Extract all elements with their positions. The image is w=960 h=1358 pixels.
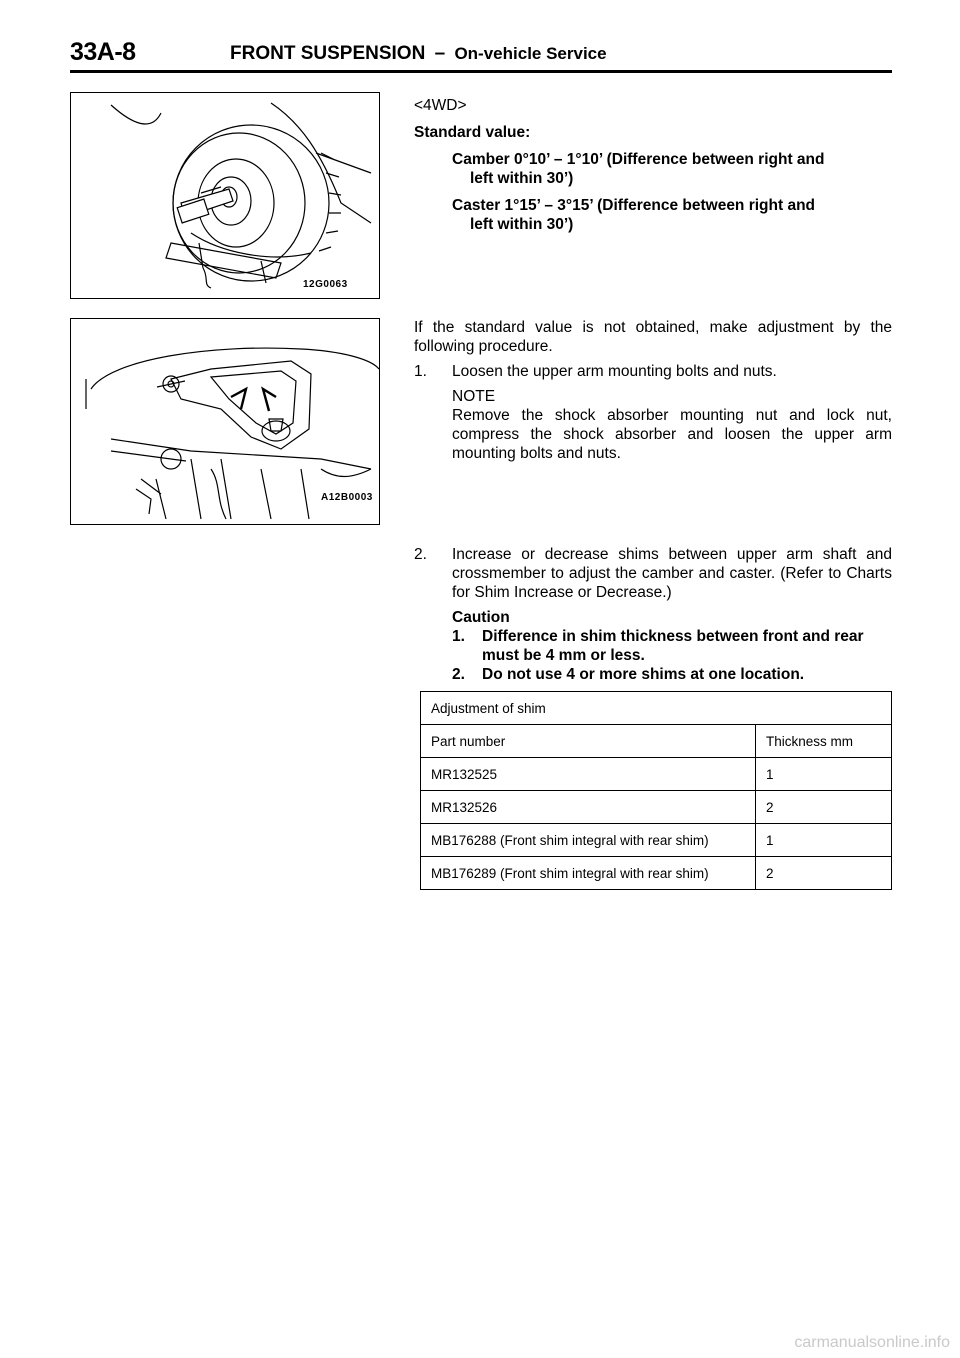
figure-code: 12G0063 [303, 279, 348, 290]
table-title: Adjustment of shim [421, 692, 892, 725]
part-number-cell: MR132526 [421, 791, 756, 824]
section-subtitle: On-vehicle Service [454, 44, 607, 63]
thickness-cell: 2 [756, 857, 892, 890]
variant-label: <4WD> [414, 97, 467, 114]
wheel-alignment-gauge-illustration [71, 93, 379, 298]
part-number-cell: MB176288 (Front shim integral with rear shim) [421, 824, 756, 857]
step-2-text: Increase or decrease shims between upper arm shaft and crossmember to adjust the camber and caster. (Refer to Charts for Shim Increase or Decrease.) [452, 546, 892, 601]
figure-code: A12B0003 [321, 492, 373, 503]
camber-line-2: left within 30’) [470, 170, 574, 187]
caution-2-text: Do not use 4 or more shims at one location. [482, 666, 805, 683]
step-2-number: 2. [414, 546, 427, 563]
camber-line-1: Camber 0°10’ – 1°10’ (Difference between right and [452, 151, 825, 168]
header-thickness: Thickness mm [756, 725, 892, 758]
table-row [421, 791, 892, 824]
header-part-number: Part number [421, 725, 756, 758]
title-dash: – [434, 43, 446, 64]
caster-value [414, 196, 892, 234]
table-row [421, 824, 892, 857]
caution-1-number: 1. [452, 628, 465, 645]
thickness-cell: 1 [756, 758, 892, 791]
table-header-row [421, 725, 892, 758]
standard-value-label: Standard value: [414, 124, 531, 141]
caution [414, 608, 892, 684]
note [414, 387, 892, 463]
section-title [230, 43, 607, 65]
page-header [70, 38, 892, 74]
caution-item-2 [452, 665, 892, 684]
step-2 [414, 545, 892, 602]
table-row [421, 857, 892, 890]
shim-adjustment-table [420, 691, 892, 890]
watermark: carmanualsonline.info [794, 1334, 950, 1351]
note-label: NOTE [452, 388, 496, 405]
caster-line-2: left within 30’) [470, 216, 574, 233]
page-number: 33A-8 [70, 38, 136, 66]
figure-upper-arm [70, 318, 380, 525]
caution-label: Caution [452, 609, 510, 626]
caster-line-1: Caster 1°15’ – 3°15’ (Difference between right and [452, 197, 816, 214]
thickness-cell: 2 [756, 791, 892, 824]
caution-2-number: 2. [452, 666, 465, 683]
step-1-text: Loosen the upper arm mounting bolts and nuts. [452, 363, 777, 380]
part-number-cell: MB176289 (Front shim integral with rear shim) [421, 857, 756, 890]
procedure-block [414, 318, 892, 463]
table-row [421, 758, 892, 791]
figure-alignment-gauge [70, 92, 380, 299]
thickness-cell: 1 [756, 824, 892, 857]
step-1-number: 1. [414, 363, 427, 380]
section-title-main: FRONT SUSPENSION [230, 43, 426, 64]
caution-1-text: Difference in shim thickness between front and rear must be 4 mm or less. [482, 628, 864, 664]
standard-value-block [414, 96, 892, 234]
caution-item-1 [452, 627, 892, 665]
procedure-intro: If the standard value is not obtained, make adjustment by the following procedure. [414, 319, 892, 355]
part-number-cell: MR132525 [421, 758, 756, 791]
table-title-row [421, 692, 892, 725]
step-1 [414, 362, 892, 381]
header-rule [70, 70, 892, 73]
note-text: Remove the shock absorber mounting nut and lock nut, compress the shock absorber and loosen the upper arm mounting bolts and nuts. [452, 407, 892, 462]
camber-value [414, 150, 892, 188]
step-2-block [414, 545, 892, 684]
